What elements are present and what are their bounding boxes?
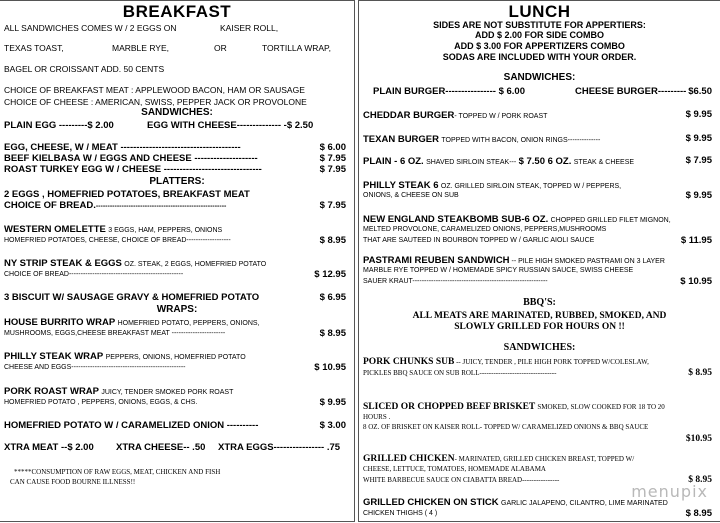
platters-header: PLATTERS: [149,176,205,187]
philly-steak-item: PHILLY STEAK 6 OZ. GRILLED SIRLOIN STEAK, TOPPED W / PEPPERS, [363,180,622,191]
pork-chunks-desc: PICKLES BBQ SAUCE ON SUB ROLL--------------------------------- $ 8.95 [363,368,712,378]
wraps-header: WRAPS: [156,304,198,315]
turkey-item: ROAST TURKEY EGG W / CHEESE ------------------------------- $ 7.95 [4,164,346,175]
intro-line-1: ALL SANDWICHES COMES W / 2 EGGS ON KAISER ROLL, [4,23,279,33]
biscuit-item: 3 BISCUIT W/ SAUSAGE GRAVY & HOMEFRIED POTATO $ 6.95 [4,292,346,303]
chicken-stick-desc: CHICKEN THIGHS ( 4 ) $ 8.95 [363,508,712,519]
intro-line-3: BAGEL OR CROISSANT ADD. 50 CENTS [4,64,165,74]
lunch-title: LUNCH [508,2,571,21]
chicken-stick-item: GRILLED CHICKEN ON STICK GARLIC JALAPENO, CILANTRO, LIME MARINATED [363,497,668,508]
plain-egg-item: PLAIN EGG ---------$ 2.00 EGG WITH CHEESE-------------- -$ 2.50 [4,120,314,131]
ne-steakbomb-desc-2: THAT ARE SAUTEED IN BOURBON TOPPED W / GARLIC AIOLI SAUCE $ 11.95 [363,235,712,246]
grilled-chicken-desc-1: CHEESE, LETTUCE, TOMATOES, HOMEMADE ALABAMA [363,465,546,473]
lunch-note-1: SIDES ARE NOT SUBSTITUTE FOR APPERTIERS: [433,20,646,30]
burrito-item: HOUSE BURRITO WRAP HOMEFRIED POTATO, PEPPERS, ONIONS, [4,317,260,328]
ne-steakbomb-item: NEW ENGLAND STEAKBOMB SUB-6 OZ. CHOPPED GRILLED FILET MIGNON, [363,214,671,225]
lunch-sandwiches-header: SANDWICHES: [503,72,576,83]
bbq-header: BBQ'S: [523,297,556,308]
lunch-note-4: SODAS ARE INCLUDED WITH YOUR ORDER. [442,52,637,62]
meat-choice: CHOICE OF BREAKFAST MEAT : APPLEWOOD BACON, HAM OR SAUSAGE [4,85,305,95]
lunch-note-2: ADD $ 2.00 FOR SIDE COMBO [474,30,605,40]
reuben-desc-2: SAUER KRAUT---------------------------------------------------------- $ 10.95 [363,276,712,287]
plain-6oz-item: PLAIN - 6 OZ. SHAVED SIRLOIN STEAK--- $ 7.50 6 OZ. STEAK & CHEESE $ 7.95 [363,155,712,167]
intro-line-2: TEXAS TOAST, MARBLE RYE, OR TORTILLA WRAP, [4,43,331,53]
sandwiches-header: SANDWICHES: [141,107,213,118]
bbq-sandwiches-header: SANDWICHES: [503,342,576,353]
menupix-watermark: menupix [631,482,708,501]
pork-wrap-item: PORK ROAST WRAP JUICY, TENDER SMOKED PORK ROAST [4,386,234,397]
philly-steak-desc: ONIONS, & CHEESE ON SUB $ 9.95 [363,190,712,201]
breakfast-title: BREAKFAST [122,2,232,21]
strip-desc: CHOICE OF BREAD------------------------------------------------- $ 12.95 [4,269,346,280]
homefried-item: HOMEFRIED POTATO W / CARAMELIZED ONION ---------- $ 3.00 [4,420,346,431]
warning-line-1: *****CONSUMPTION OF RAW EGGS, MEAT, CHICKEN AND FISH [14,468,221,476]
brisket-desc-2: 8 OZ. OF BRISKET ON KAISER ROLL- TOPPED W/ CARAMELIZED ONIONS & BBQ SAUCE [363,423,649,431]
egg-cheese-meat-item: EGG, CHEESE, W / MEAT -------------------------------------- $ 6.00 [4,142,346,153]
philly-wrap-item: PHILLY STEAK WRAP PEPPERS, ONIONS, HOMEFRIED POTATO [4,351,246,362]
breakfast-panel [0,0,355,522]
burrito-desc: MUSHROOMS, EGGS,CHEESE BREAKFAST MEAT ----------------------- $ 8.95 [4,328,346,339]
ne-steakbomb-desc-1: MELTED PROVOLONE, CARAMELIZED ONIONS, PEPPERS,MUSHROOMS [363,226,607,233]
platter-1-line-2: CHOICE OF BREAD.-------------------------------------------------------- $ 7.95 [4,200,346,211]
omelette-desc: HOMEFRIED POTATOES, CHEESE, CHOICE OF BREAD------------------- $ 8.95 [4,235,346,246]
omelette-item: WESTERN OMELETTE 3 EGGS, HAM, PEPPERS, ONIONS [4,224,223,235]
brisket-desc-1: HOURS . [363,413,391,421]
lunch-panel: LUNCH SIDES ARE NOT SUBSTITUTE FOR APPERTIERS: ADD $ 2.00 FOR SIDE COMBO ADD $ 3.00 FOR APPERTIZERS COMBO SODAS ARE INCLUDED WITH YOUR ORDER. SANDWICHES: PLAIN BURGER---------------- $ 6.00 CHEESE BURGER--------- $6.50 CHEDDAR BURGER- TOPPED W / PORK ROAST $ 9.95 TEXAN BURGER TOPPED WITH BACON, ONION RINGS-------------- $ 9.95 PLAIN - 6 OZ. SHAVED SIRLOIN STEAK--- $ 7.50 6 OZ. STEAK & CHEESE $ 7.95 PHILLY STEAK 6 OZ. GRILLED SIRLOIN STEAK, TOPPED W / PEPPERS, ONIONS, & CHEESE ON SUB $ 9.95 NEW ENGLAND STEAKBOMB SUB-6 OZ. CHOPPED GRILLED FILET MIGNON, MELTED PROVOLONE, CARAMELIZED ONIONS, PEPPERS,MUSHROOMS THAT ARE SAUTEED IN BOURBON TOPPED W / GARLIC AIOLI SAUCE $ 11.95 PASTRAMI REUBEN SANDWICH -- PILE HIGH SMOKED PASTRAMI ON 3 LAYER MARBLE RYE TOPPED W / HOMEMADE SPICY RUSSIAN SAUCE, SWISS CHEESE SAUER KRAUT---------------------------------------------------------- $ 10.95 BBQ'S: ALL MEATS ARE MARINATED, RUBBED, SMOKED, AND SLOWLY GRILLED FOR HOURS ON !! SANDWICHES: PORK CHUNKS SUB -- JUICY, TENDER , PILE HIGH PORK TOPPED W/COLESLAW, PICKLES BBQ SAUCE ON SUB ROLL--------------------------------- $ 8.95 SLICED OR CHOPPED BEEF BRISKET SMOKED, SLOW COOKED FOR 18 TO 20 HOURS . 8 OZ. OF BRISKET ON KAISER ROLL- TOPPED W/ CARAMELIZED ONIONS & BBQ SAUCE $10.95 GRILLED CHICKEN- MARINATED, GRILLED CHICKEN BREAST, TOPPED W/ CHEESE, LETTUCE, TOMATOES, HOMEMADE ALABAMA WHITE BARBECUE SAUCE ON CIABATTA BREAD---------------- $ 8.95 GRILLED CHICKEN ON STICK GARLIC JALAPENO, CILANTRO, LIME MARINATED CHICKEN THIGHS ( 4 ) $ 8.95 menupix [358,0,720,522]
texan-burger-item: TEXAN BURGER TOPPED WITH BACON, ONION RINGS-------------- $ 9.95 [363,133,712,145]
reuben-item: PASTRAMI REUBEN SANDWICH -- PILE HIGH SMOKED PASTRAMI ON 3 LAYER [363,255,665,266]
pork-chunks-item: PORK CHUNKS SUB -- JUICY, TENDER , PILE HIGH PORK TOPPED W/COLESLAW, [363,357,649,367]
kielbasa-item: BEEF KIELBASA W / EGGS AND CHEESE -------------------- $ 7.95 [4,153,346,164]
strip-item: NY STRIP STEAK & EGGS OZ. STEAK, 2 EGGS, HOMEFRIED POTATO [4,258,267,269]
cheddar-burger-item: CHEDDAR BURGER- TOPPED W / PORK ROAST $ 9.95 [363,109,712,121]
plain-burger-item: PLAIN BURGER---------------- $ 6.00 CHEESE BURGER--------- $6.50 [373,86,712,97]
warning-line-2: CAN CAUSE FOOD BOURNE ILLNESS!! [10,478,136,486]
bbq-note-2: SLOWLY GRILLED FOR HOURS ON !! [454,322,625,332]
grilled-chicken-desc-2: WHITE BARBECUE SAUCE ON CIABATTA BREAD---------------- $ 8.95 [363,475,712,485]
brisket-item: SLICED OR CHOPPED BEEF BRISKET SMOKED, SLOW COOKED FOR 18 TO 20 [363,402,665,412]
bbq-note-1: ALL MEATS ARE MARINATED, RUBBED, SMOKED, AND [412,311,667,321]
reuben-desc-1: MARBLE RYE TOPPED W / HOMEMADE SPICY RUSSIAN SAUCE, SWISS CHEESE [363,267,634,274]
platter-1-line-1: 2 EGGS , HOMEFRIED POTATOES, BREAKFAST MEAT [4,189,250,200]
lunch-note-3: ADD $ 3.00 FOR APPERTIZERS COMBO [454,41,625,51]
cheese-choice: CHOICE OF CHEESE : AMERICAN, SWISS, PEPPER JACK OR PROVOLONE [4,97,307,107]
extras-line: XTRA MEAT --$ 2.00 XTRA CHEESE-- .50 XTRA EGGS---------------- .75 [4,442,341,453]
philly-wrap-desc: CHEESE AND EGGS------------------------------------------------- $ 10.95 [4,362,346,373]
grilled-chicken-item: GRILLED CHICKEN- MARINATED, GRILLED CHICKEN BREAST, TOPPED W/ [363,454,635,464]
pork-wrap-desc: HOMEFRIED POTATO , PEPPERS, ONIONS, EGGS, & CHS. $ 9.95 [4,397,346,408]
